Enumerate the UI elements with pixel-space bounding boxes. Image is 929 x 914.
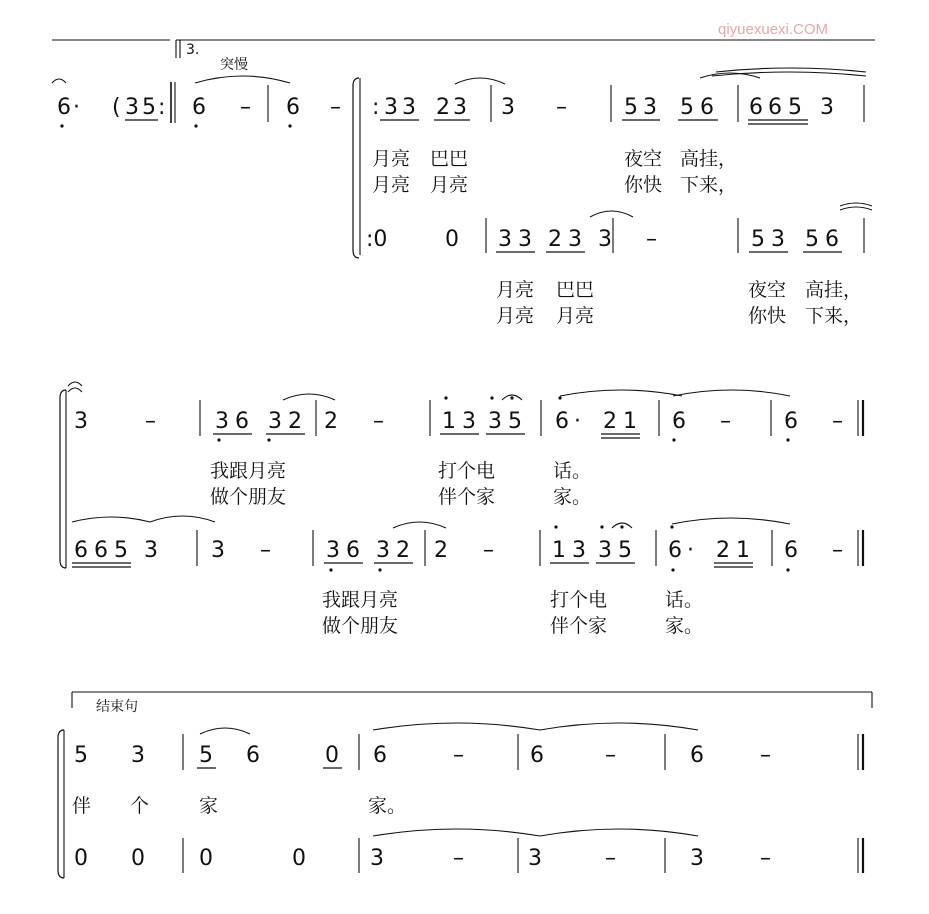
slur — [283, 394, 335, 400]
note-lower-s3: – — [453, 846, 464, 871]
octave-dot — [786, 568, 789, 571]
octave-dot — [490, 396, 493, 399]
note-lower-s2: – — [260, 538, 271, 563]
note-lower-s3: – — [605, 846, 616, 871]
note-lower-s2: 2 — [716, 538, 730, 563]
note-lower-s3: 0 — [199, 846, 213, 871]
note-upper-s1: 5 — [142, 95, 156, 120]
note-upper-s2: – — [832, 409, 843, 434]
slur — [672, 518, 790, 524]
slur — [840, 207, 872, 210]
ending-section-label: 结束句 — [96, 699, 138, 715]
note-upper-s1: 6 — [768, 95, 782, 120]
octave-dot — [288, 124, 291, 127]
lyric-s1-upper-c2: 你快 — [624, 174, 663, 196]
note-upper-s2: – — [373, 409, 384, 434]
tempo-mark: 突慢 — [220, 57, 248, 73]
note-lower-s2: – — [483, 538, 494, 563]
lyric-s3-upper-b: 个 — [130, 795, 150, 817]
lyric-s2-lower-c2: 家。 — [665, 615, 704, 637]
octave-dot — [267, 438, 270, 441]
slur — [560, 390, 682, 396]
lyric-s1-lower-d2: 下来， — [805, 305, 863, 327]
slur — [393, 522, 446, 528]
note-lower-s3: 0 — [292, 846, 306, 871]
note-lower-s2: 5 — [618, 538, 632, 563]
note-lower-s3: 0 — [74, 846, 88, 871]
note-lower-s2: 6 — [668, 538, 682, 563]
note-upper-s1: 2 — [436, 95, 450, 120]
note-upper-s3: 5 — [199, 743, 213, 768]
note-lower-s3: 3 — [528, 846, 542, 871]
slur — [150, 516, 215, 522]
note-lower-s2: 3 — [144, 538, 158, 563]
lyric-s1-upper-c: 夜空 — [624, 148, 663, 170]
slur — [72, 517, 150, 522]
note-upper-s2: 6 — [555, 409, 569, 434]
lyric-s1-upper-a2: 月亮 — [372, 174, 411, 196]
note-upper-s1: 3 — [501, 95, 515, 120]
slur — [716, 68, 866, 72]
slur — [673, 390, 790, 396]
note-lower-s2: 3 — [326, 538, 340, 563]
note-lower-s2: 6 — [94, 538, 108, 563]
octave-dot — [194, 124, 197, 127]
note-lower-s1: 3 — [771, 227, 785, 252]
note-upper-s1: 6 — [57, 95, 71, 120]
octave-dot — [670, 525, 673, 528]
volta-number: 3. — [186, 42, 200, 58]
octave-dot — [671, 568, 674, 571]
note-lower-s2: – — [832, 538, 843, 563]
note-upper-s3: – — [605, 743, 616, 768]
slur — [373, 723, 540, 730]
note-lower-s2: 3 — [572, 538, 586, 563]
slur — [455, 78, 505, 84]
note-lower-s3: 3 — [370, 846, 384, 871]
lyric-s2-upper-c2: 家。 — [553, 486, 592, 508]
slur — [540, 829, 698, 836]
slur — [373, 829, 540, 836]
note-lower-s1: – — [646, 227, 657, 252]
note-upper-s3: 6 — [530, 743, 544, 768]
note-upper-s2: 5 — [508, 409, 522, 434]
lyric-s2-upper-b: 打个电 — [438, 460, 496, 482]
note-upper-s1: – — [556, 95, 567, 120]
note-upper-s1: ( — [112, 95, 121, 120]
note-upper-s1: 5 — [680, 95, 694, 120]
system-brace — [353, 78, 359, 258]
lyric-s1-upper-a: 月亮 — [372, 148, 411, 170]
note-upper-s1: 6 — [286, 95, 300, 120]
octave-dot — [329, 568, 332, 571]
note-upper-s1: 3 — [453, 95, 467, 120]
note-lower-s2: 2 — [434, 538, 448, 563]
note-lower-s2: 1 — [552, 538, 566, 563]
note-lower-s1: 6 — [825, 227, 839, 252]
note-upper-s3: 6 — [690, 743, 704, 768]
note-upper-s1: 5 — [624, 95, 638, 120]
lyric-s1-lower-b2: 月亮 — [556, 305, 595, 327]
note-upper-s1: 3 — [384, 95, 398, 120]
lyric-s2-lower-a2: 做个朋友 — [322, 615, 399, 637]
octave-dot — [786, 438, 789, 441]
note-upper-s3: 0 — [325, 743, 339, 768]
note-upper-s2: 3 — [488, 409, 502, 434]
note-upper-s2: 2 — [324, 409, 338, 434]
lyric-s1-lower-b: 巴巴 — [556, 279, 595, 301]
octave-dot — [510, 396, 513, 399]
slur — [68, 388, 82, 392]
note-upper-s2: 2 — [603, 409, 617, 434]
lyric-s1-lower-c: 夜空 — [748, 279, 787, 301]
note-lower-s2: 2 — [396, 538, 410, 563]
note-upper-s3: 3 — [131, 743, 145, 768]
note-lower-s1: 3 — [568, 227, 582, 252]
note-lower-s2: 3 — [598, 538, 612, 563]
octave-dot — [672, 438, 675, 441]
note-upper-s1: – — [330, 95, 341, 120]
note-lower-s2: 1 — [736, 538, 750, 563]
octave-dot — [378, 568, 381, 571]
note-upper-s3: 6 — [246, 743, 260, 768]
note-lower-s1: 5 — [751, 227, 765, 252]
lyric-s3-upper-c: 家 — [199, 795, 219, 817]
lyric-s2-lower-c: 话。 — [665, 589, 704, 611]
note-upper-s3: 5 — [74, 743, 88, 768]
lyric-s2-lower-b: 打个电 — [550, 589, 608, 611]
note-lower-s2: · — [687, 538, 694, 563]
lyric-s2-lower-a: 我跟月亮 — [322, 589, 399, 611]
note-upper-s2: – — [145, 409, 156, 434]
site-watermark: qiyuexuexi.COM — [718, 21, 829, 38]
note-upper-s1: 3 — [643, 95, 657, 120]
note-upper-s2: · — [574, 409, 581, 434]
lyric-s1-lower-a2: 月亮 — [496, 305, 535, 327]
note-lower-s1: 3 — [518, 227, 532, 252]
lyric-s1-lower-d: 高挂， — [805, 279, 863, 301]
lyric-s3-upper-d: 家。 — [368, 795, 407, 817]
slur — [700, 73, 760, 78]
note-upper-s1: 6 — [700, 95, 714, 120]
note-upper-s2: 3 — [268, 409, 282, 434]
lyric-s1-upper-d2: 下来， — [680, 174, 738, 196]
note-upper-s2: – — [720, 409, 731, 434]
octave-dot — [600, 525, 603, 528]
note-lower-s2: 3 — [211, 538, 225, 563]
note-upper-s2: 3 — [462, 409, 476, 434]
note-upper-s1: : — [158, 95, 166, 120]
lyric-s3-upper-a: 伴 — [72, 795, 92, 817]
note-upper-s3: – — [453, 743, 464, 768]
lyric-s1-upper-b2: 月亮 — [430, 174, 469, 196]
note-upper-s3: – — [760, 743, 771, 768]
lyric-s2-upper-b2: 伴个家 — [438, 486, 496, 508]
note-upper-s2: 6 — [672, 409, 686, 434]
note-lower-s1: 3 — [598, 227, 612, 252]
note-upper-s2: 2 — [288, 409, 302, 434]
slur — [590, 211, 633, 217]
note-lower-s3: – — [760, 846, 771, 871]
note-lower-s1: 3 — [498, 227, 512, 252]
note-upper-s2: 3 — [215, 409, 229, 434]
system-brace — [58, 730, 64, 878]
octave-dot — [620, 525, 623, 528]
note-lower-s3: 0 — [131, 846, 145, 871]
note-upper-s1: 6 — [192, 95, 206, 120]
note-lower-s3: 3 — [690, 846, 704, 871]
octave-dot — [558, 396, 561, 399]
note-upper-s2: 6 — [235, 409, 249, 434]
slur — [540, 723, 698, 730]
note-upper-s2: 3 — [74, 409, 88, 434]
note-upper-s1: : — [372, 95, 380, 120]
slur — [840, 203, 872, 206]
lyric-s2-lower-b2: 伴个家 — [550, 615, 608, 637]
note-lower-s1: :0 — [366, 227, 388, 252]
note-upper-s3: 6 — [373, 743, 387, 768]
slur — [195, 76, 290, 83]
note-upper-s1: 6 — [749, 95, 763, 120]
note-lower-s2: 5 — [114, 538, 128, 563]
note-lower-s1: 0 — [445, 227, 459, 252]
lyric-s1-upper-b: 巴巴 — [430, 148, 469, 170]
lyric-s2-upper-a: 我跟月亮 — [210, 460, 287, 482]
octave-dot — [554, 525, 557, 528]
note-lower-s2: 6 — [74, 538, 88, 563]
lyric-s1-lower-a: 月亮 — [496, 279, 535, 301]
lyric-s2-upper-a2: 做个朋友 — [210, 486, 287, 508]
system-brace — [60, 390, 66, 568]
note-lower-s1: 2 — [548, 227, 562, 252]
lyric-s1-lower-c2: 你快 — [748, 305, 787, 327]
note-upper-s1: – — [240, 95, 251, 120]
lyric-s1-upper-d: 高挂， — [680, 148, 738, 170]
note-lower-s2: 6 — [346, 538, 360, 563]
note-upper-s1: 5 — [788, 95, 802, 120]
octave-dot — [444, 396, 447, 399]
lyric-s2-upper-c: 话。 — [553, 460, 592, 482]
note-upper-s1: 3 — [402, 95, 416, 120]
note-lower-s1: 5 — [805, 227, 819, 252]
note-lower-s2: 6 — [784, 538, 798, 563]
note-lower-s2: 3 — [376, 538, 390, 563]
note-upper-s1: · — [73, 95, 80, 120]
slur — [52, 79, 66, 83]
slur — [68, 382, 82, 386]
slur — [200, 728, 250, 734]
note-upper-s2: 6 — [784, 409, 798, 434]
note-upper-s1: 3 — [820, 95, 834, 120]
note-upper-s2: 1 — [623, 409, 637, 434]
octave-dot — [60, 124, 63, 127]
note-upper-s2: 1 — [442, 409, 456, 434]
octave-dot — [217, 438, 220, 441]
note-upper-s1: 3 — [125, 95, 139, 120]
